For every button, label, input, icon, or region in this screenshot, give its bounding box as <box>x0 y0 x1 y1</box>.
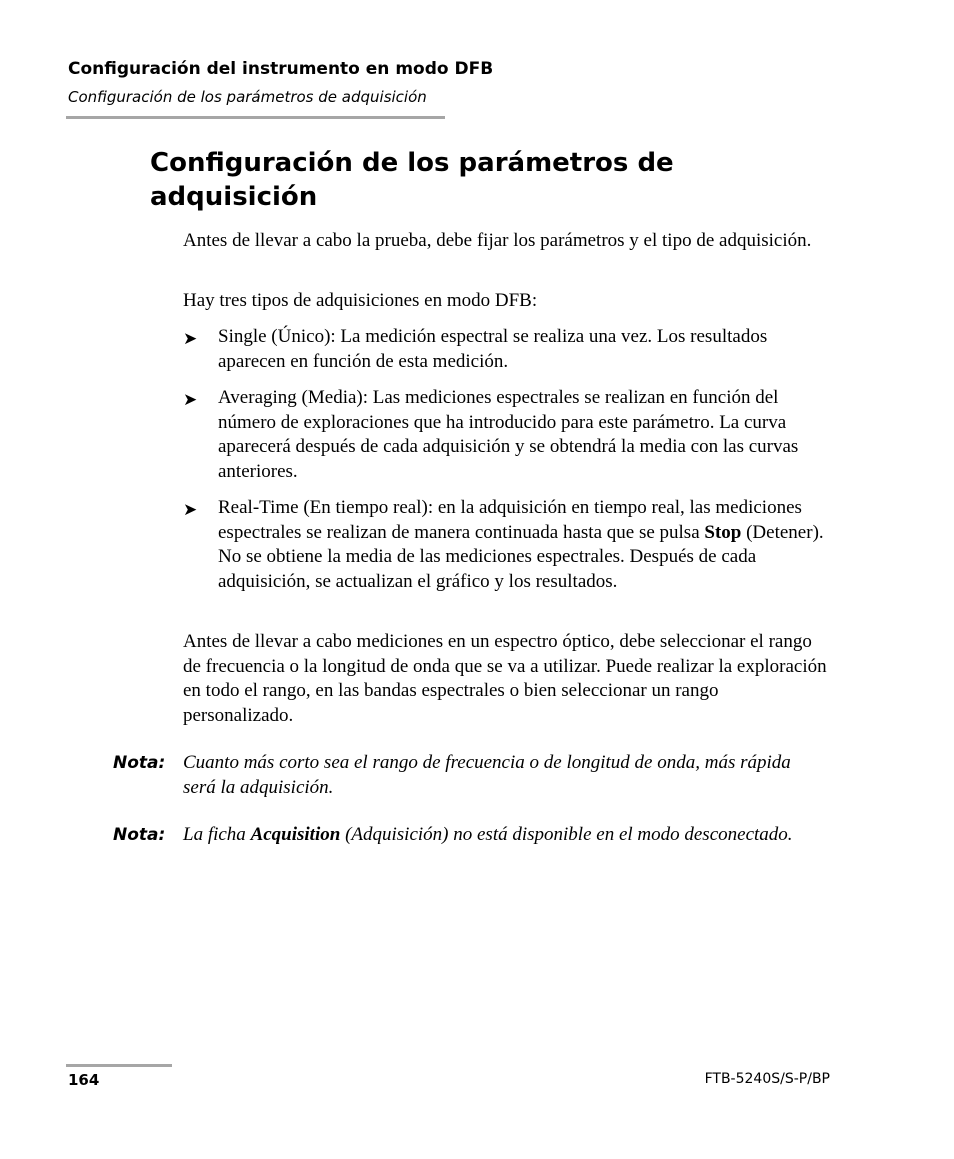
bullet-text-averaging: Averaging (Media): Las mediciones espectrales se realizan en función del número de exploraciones que ha introducido para este parámetro. La curva aparecerá después de cada adquisición y se obtendrá la media con las curvas anteriores. <box>218 387 799 482</box>
arrow-bullet-icon: ➤ <box>183 390 198 409</box>
note-label: Nota: <box>113 753 166 773</box>
note-2-text <box>183 823 823 848</box>
product-code: FTB-5240S/S-P/BP <box>704 1071 830 1087</box>
acquisition-types-intro: Hay tres tipos de adquisiciones en modo DFB: <box>183 290 538 311</box>
running-header-section: Configuración de los parámetros de adquisición <box>68 88 427 106</box>
note-1-text: Cuanto más corto sea el rango de frecuencia o de longitud de onda, más rápida será la adquisición. <box>183 752 791 798</box>
running-header-chapter: Configuración del instrumento en modo DFB <box>68 59 494 79</box>
note-2-text-before: La ficha <box>183 824 251 845</box>
bullet-text-single: Single (Único): La medición espectral se realiza una vez. Los resultados aparecen en función de esta medición. <box>218 326 768 372</box>
range-paragraph: Antes de llevar a cabo mediciones en un espectro óptico, debe seleccionar el rango de frecuencia o la longitud de onda que se va a utilizar. Puede realizar la exploración en todo el rango, en las bandas espectrales o bien seleccionar un rango personalizado. <box>183 631 827 726</box>
arrow-bullet-icon: ➤ <box>183 329 198 348</box>
page-number: 164 <box>68 1071 100 1089</box>
arrow-bullet-icon: ➤ <box>183 500 198 519</box>
realtime-text-after: (Detener). No se obtiene la media de las mediciones espectrales. Después de cada adquisición, se actualizan el gráfico y los resultados. <box>218 521 824 592</box>
bullet-text-realtime <box>218 496 828 594</box>
realtime-text-before: Real-Time (En tiempo real): en la adquisición en tiempo real, las mediciones espectrales se realizan de manera continuada hasta que se pulsa <box>218 497 802 543</box>
stop-keyword: Stop <box>704 521 742 543</box>
acquisition-keyword: Acquisition <box>250 824 341 845</box>
note-2-text-after: (Adquisición) no está disponible en el modo desconectado. <box>340 824 793 845</box>
intro-paragraph: Antes de llevar a cabo la prueba, debe fijar los parámetros y el tipo de adquisición. <box>183 230 812 251</box>
page-title: Configuración de los parámetros de adquisición <box>150 148 674 212</box>
header-divider <box>66 116 445 119</box>
footer-divider <box>66 1064 172 1067</box>
note-label: Nota: <box>113 825 166 845</box>
